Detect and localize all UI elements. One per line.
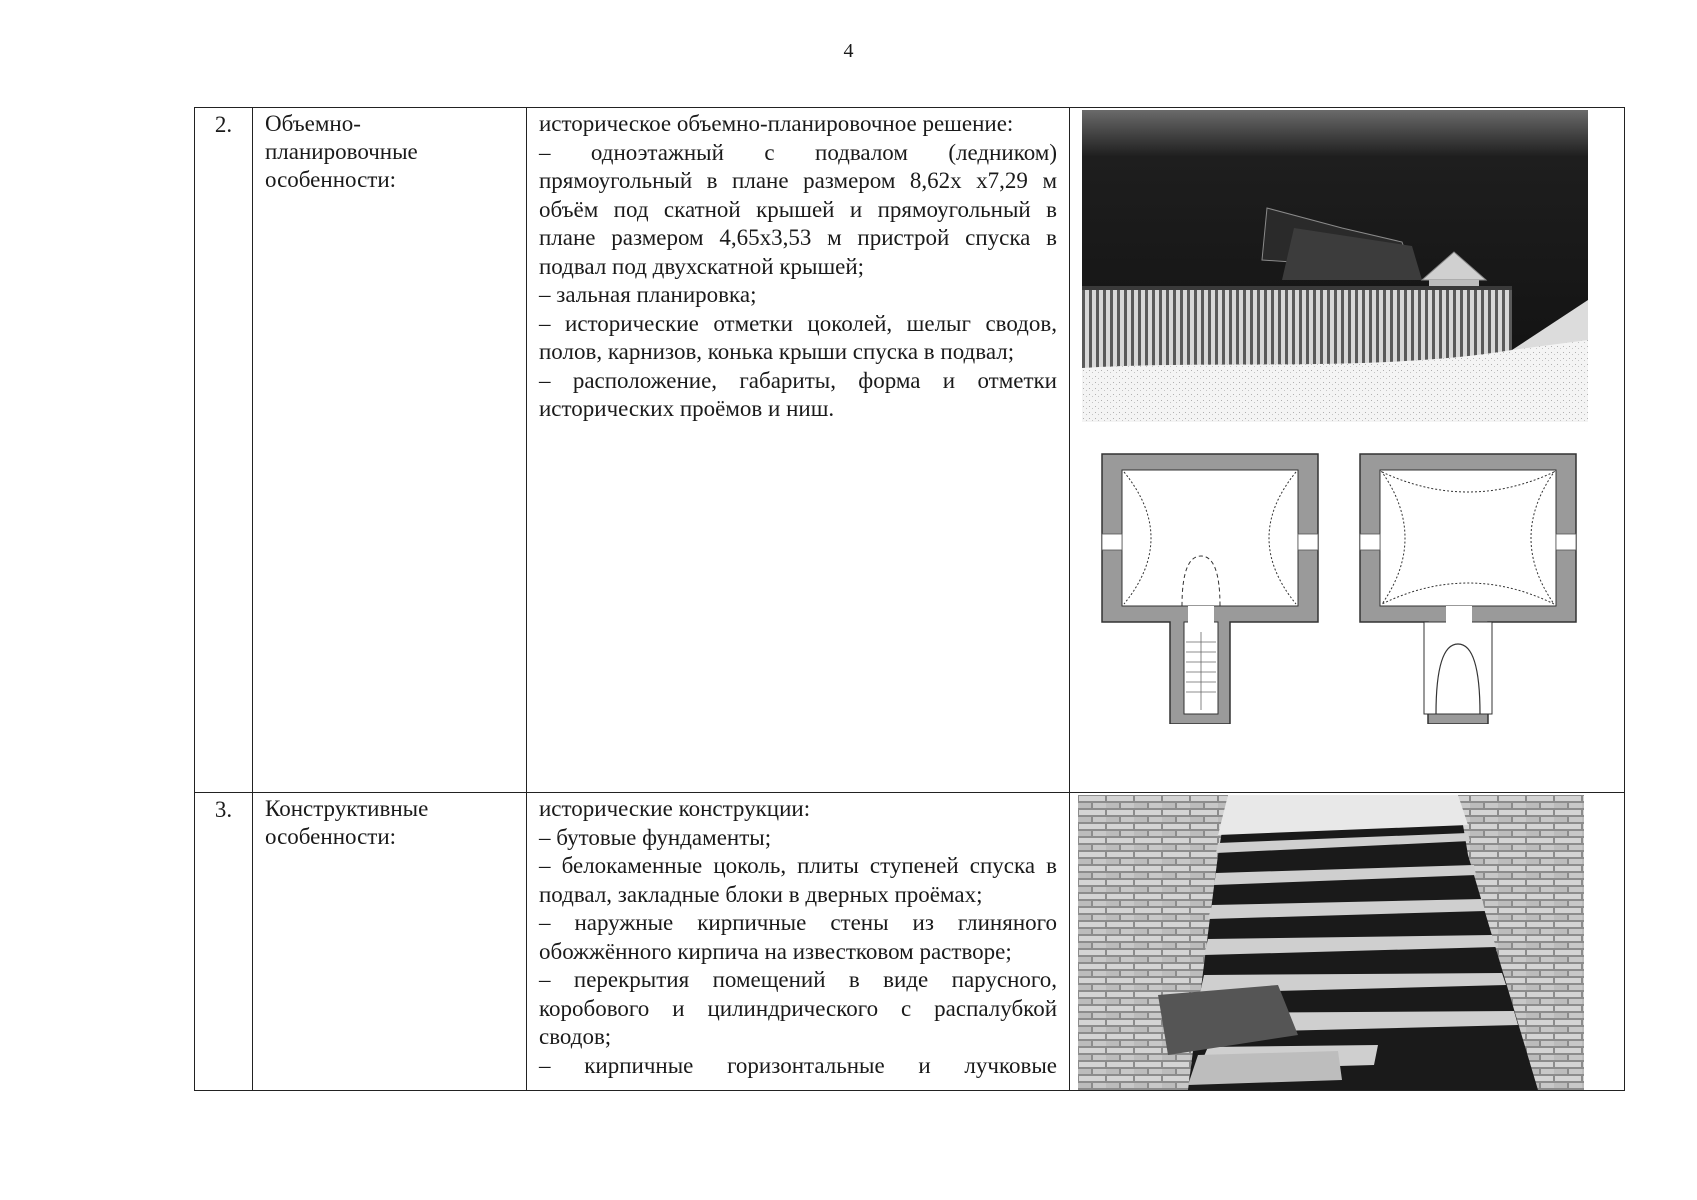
description-paragraph: – перекрытия помещений в виде парусного, коробового и цилиндрического с распалубкой сводов; bbox=[539, 967, 1057, 1049]
feature-description bbox=[527, 793, 1070, 1091]
feature-name bbox=[253, 108, 527, 793]
feature-name-line: особенности: bbox=[265, 824, 397, 849]
page-number: 4 bbox=[843, 40, 854, 62]
description-paragraph: – исторические отметки цоколей, шелыг сводов, полов, карнизов, конька крыши спуска в подвал; bbox=[539, 310, 1057, 364]
feature-name-line: особенности: bbox=[265, 167, 397, 192]
feature-name-line: Конструктивные bbox=[265, 796, 429, 821]
description-paragraph: исторические конструкции: bbox=[539, 796, 811, 821]
description-paragraph: – наружные кирпичные стены из глиняного обожжённого кирпича на известковом растворе; bbox=[539, 910, 1057, 964]
table-row bbox=[195, 108, 1625, 793]
cellar-stairs-photo bbox=[1078, 795, 1584, 1090]
description-paragraph: – расположение, габариты, форма и отметки исторических проёмов и ниш. bbox=[539, 367, 1057, 421]
description-paragraph: историческое объемно-планировочное решение: bbox=[539, 111, 1014, 136]
illustrations-cell bbox=[1070, 108, 1625, 793]
description-paragraph: – зальная планировка; bbox=[539, 282, 757, 307]
table-row bbox=[195, 793, 1625, 1091]
heritage-features-table bbox=[194, 107, 1625, 1091]
description-paragraph: – бутовые фундаменты; bbox=[539, 824, 772, 850]
floor-plan-drawing bbox=[1100, 452, 1320, 724]
illustrations-cell bbox=[1070, 793, 1625, 1091]
description-paragraph: – одноэтажный с подвалом (ледником) прямоугольный в плане размером 8,62х х7,29 м объём под скатной крышей и прямоугольный в плане размером 4,65х3,53 м пристрой спуска в подвал под двухскатной крышей; bbox=[539, 139, 1057, 279]
feature-name-line: планировочные bbox=[265, 139, 418, 164]
feature-description bbox=[527, 108, 1070, 793]
row-number: 3. bbox=[195, 793, 253, 1091]
feature-name-line: Объемно- bbox=[265, 111, 361, 136]
vault-plan-drawing bbox=[1358, 452, 1578, 724]
description-paragraph: – белокаменные цоколь, плиты ступеней спуска в подвал, закладные блоки в дверных проёмах; bbox=[539, 853, 1057, 907]
floor-plans bbox=[1100, 452, 1624, 724]
description-paragraph: – кирпичные горизонтальные и лучковые bbox=[539, 1052, 1057, 1078]
winter-building-photo bbox=[1082, 110, 1588, 422]
row-number: 2. bbox=[195, 108, 253, 793]
feature-name bbox=[253, 793, 527, 1091]
